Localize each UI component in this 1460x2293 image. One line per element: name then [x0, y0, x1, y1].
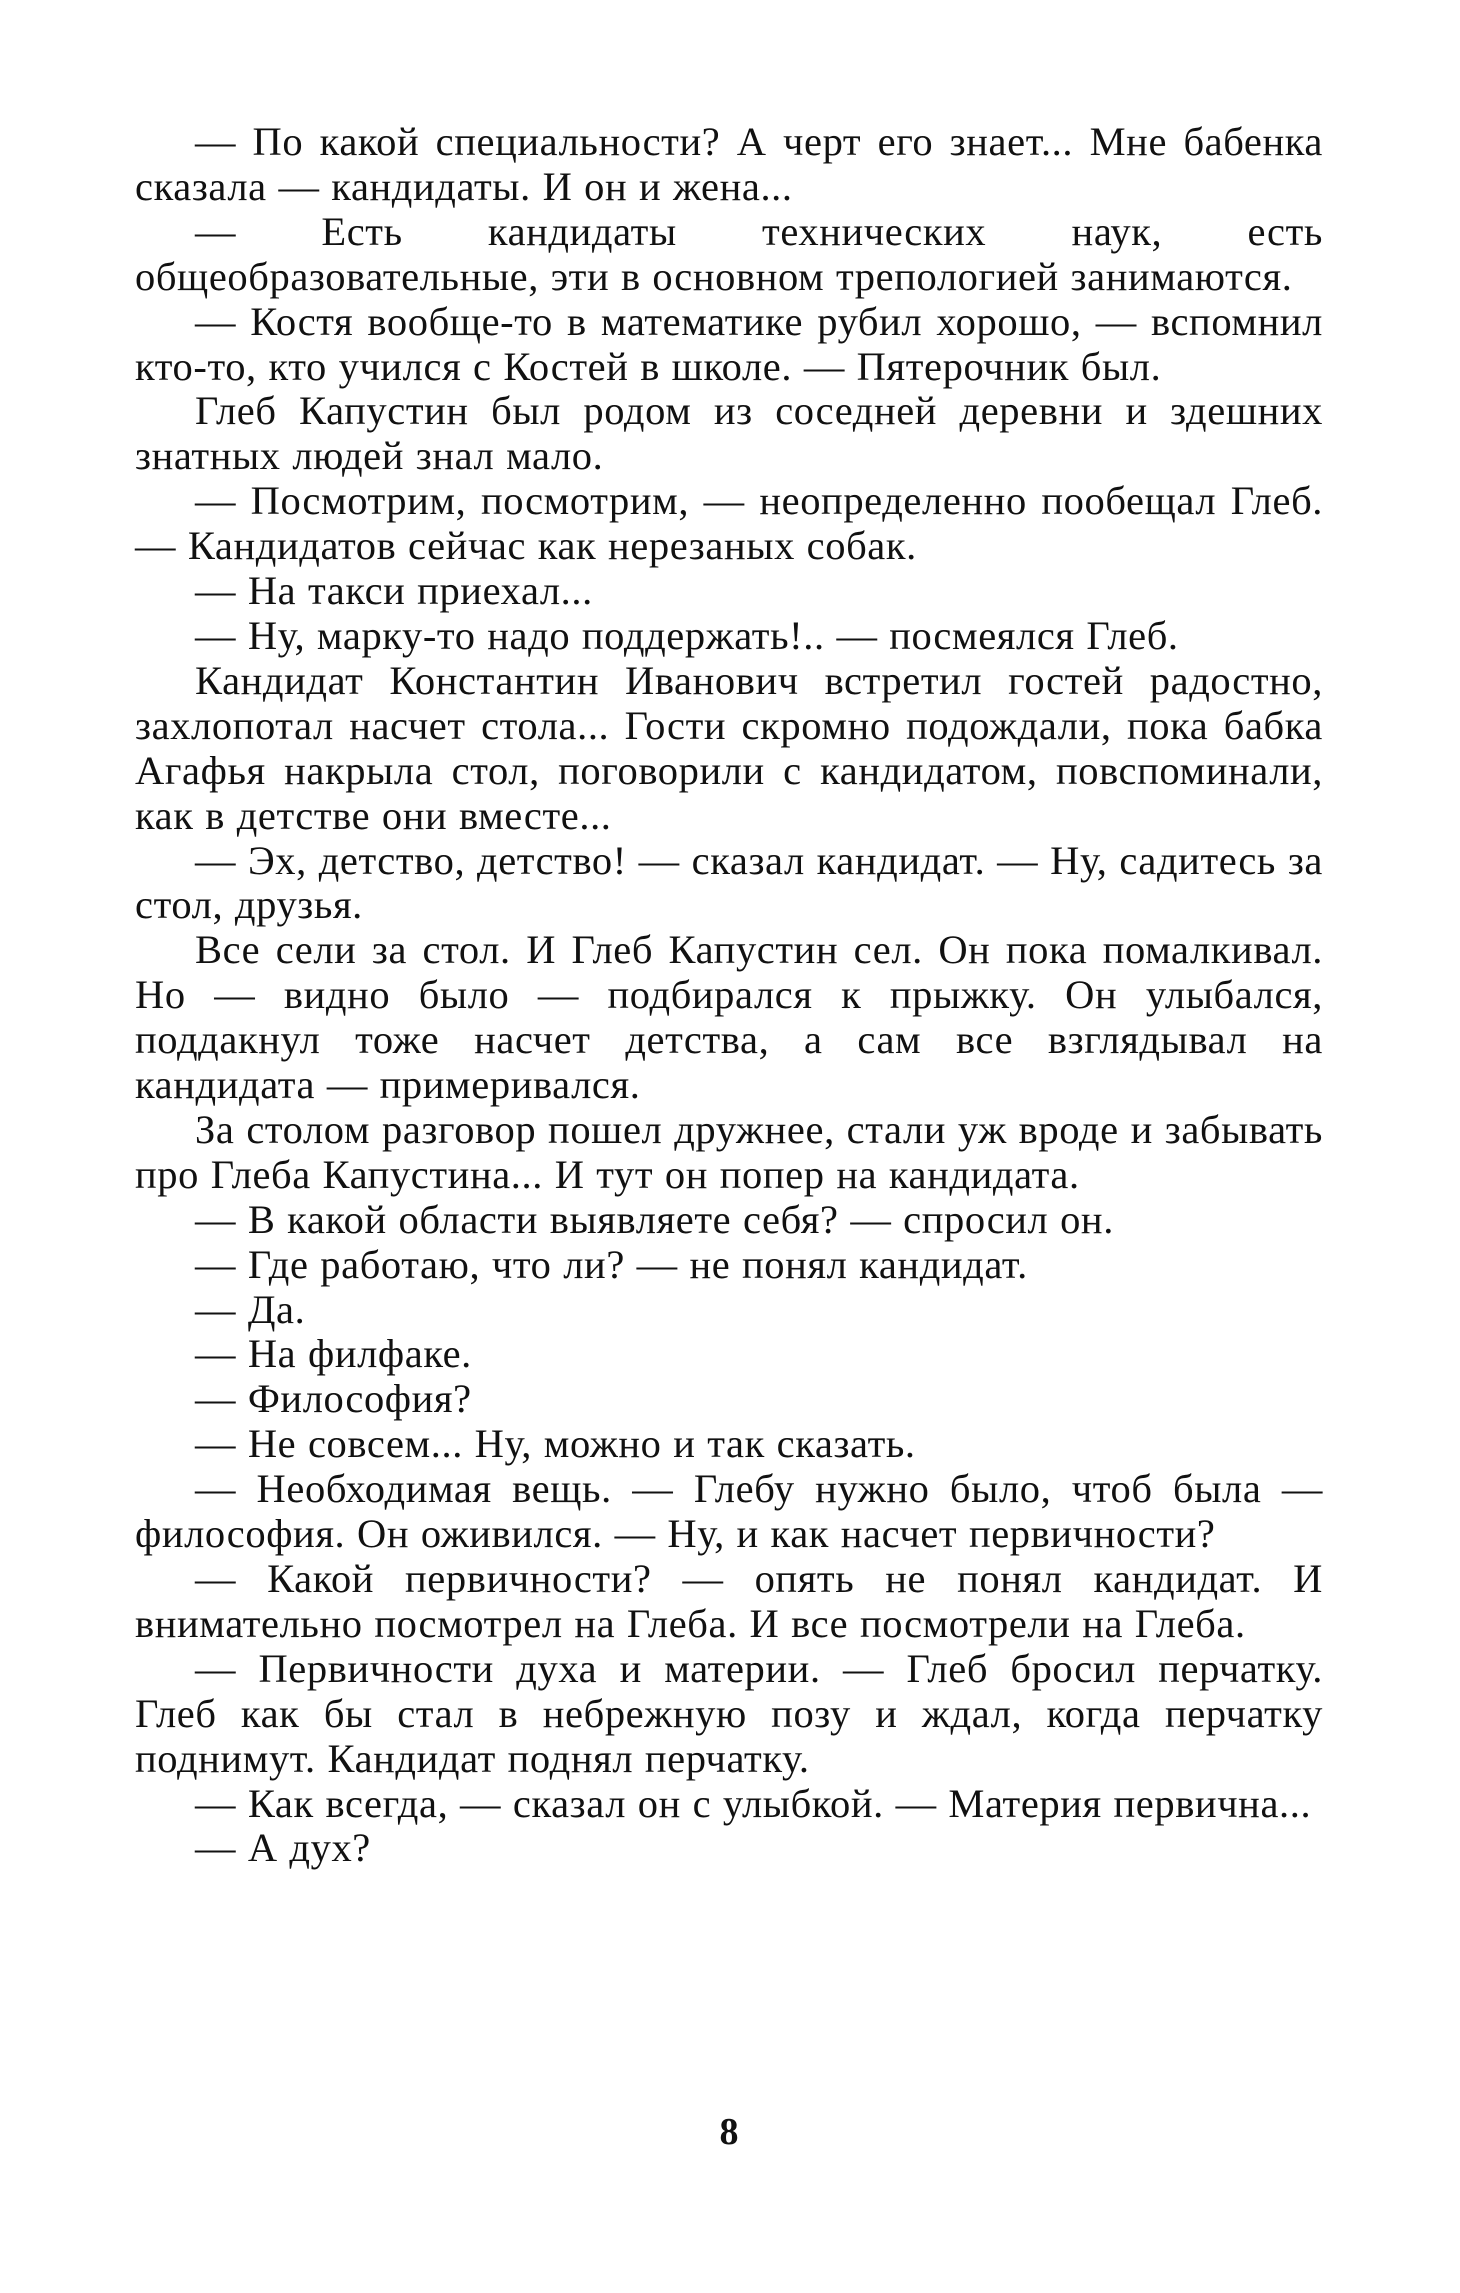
paragraph: — Не совсем... Ну, можно и так сказать. — [195, 1421, 916, 1467]
paragraph: — Необходимая вещь. — Глебу нужно было, чтоб была — философия. Он оживился. — Ну, и как насчет первичности? — [135, 1466, 1323, 1557]
paragraph: — Какой первичности? — опять не понял кандидат. И внимательно посмотрел на Глеба. И все посмотрели на Глеба. — [135, 1556, 1323, 1646]
paragraph: — А дух? — [195, 1825, 371, 1871]
paragraph: — По какой специальности? А черт его знает... Мне бабенка сказала — кандидаты. И он и жена... — [135, 119, 1323, 209]
paragraph: — Да. — [195, 1286, 306, 1332]
paragraph: — Есть кандидаты технических наук, есть общеобразовательные, эти в основном трепологией занимаются. — [135, 208, 1323, 299]
paragraph: — Посмотрим, посмотрим, — неопределенно пообещал Глеб. — Кандидатов сейчас как нерезаных собак. — [135, 478, 1323, 569]
paragraph: — Ну, марку-то надо поддержать!.. — посмеялся Глеб. — [195, 612, 1179, 658]
paragraph: За столом разговор пошел дружнее, стали уж вроде и забывать про Глеба Капустина... И тут он попер на кандидата. — [135, 1106, 1323, 1197]
paragraph: Все сели за стол. И Глеб Капустин сел. Он пока помалкивал. Но — видно было — подбирался к прыжку. Он улыбался, поддакнул тоже насчет детства, а сам все взглядывал на кандидата — примеривался. — [135, 927, 1323, 1108]
paragraph: Кандидат Константин Иванович встретил гостей радостно, захлопотал насчет стола... Гости скромно подождали, пока бабка Агафья накрыла стол, поговорили с кандидатом, повспоминали, как в детстве они вместе... — [135, 657, 1323, 838]
paragraph: — Первичности духа и материи. — Глеб бросил перчатку. Глеб как бы стал в небрежную позу и ждал, когда перчатку поднимут. Кандидат поднял перчатку. — [135, 1645, 1323, 1781]
paragraph: — Костя вообще-то в математике рубил хорошо, — вспомнил кто-то, кто учился с Костей в школе. — Пятерочник был. — [135, 298, 1323, 389]
paragraph: — На филфаке. — [195, 1331, 472, 1377]
paragraph: — На такси приехал... — [195, 568, 593, 614]
paragraph: — Как всегда, — сказал он с улыбкой. — Материя первична... — [195, 1780, 1312, 1826]
paragraph: Глеб Капустин был родом из соседней деревни и здешних знатных людей знал мало. — [135, 388, 1323, 479]
paragraph: — Философия? — [195, 1376, 472, 1422]
paragraph: — Эх, детство, детство! — сказал кандидат. — Ну, садитесь за стол, друзья. — [135, 837, 1323, 928]
book-page — [135, 120, 1323, 2240]
page-text — [135, 120, 1323, 1871]
page-number: 8 — [719, 2111, 739, 2153]
paragraph: — В какой области выявляете себя? — спросил он. — [195, 1196, 1114, 1242]
paragraph: — Где работаю, что ли? — не понял кандидат. — [195, 1241, 1028, 1287]
